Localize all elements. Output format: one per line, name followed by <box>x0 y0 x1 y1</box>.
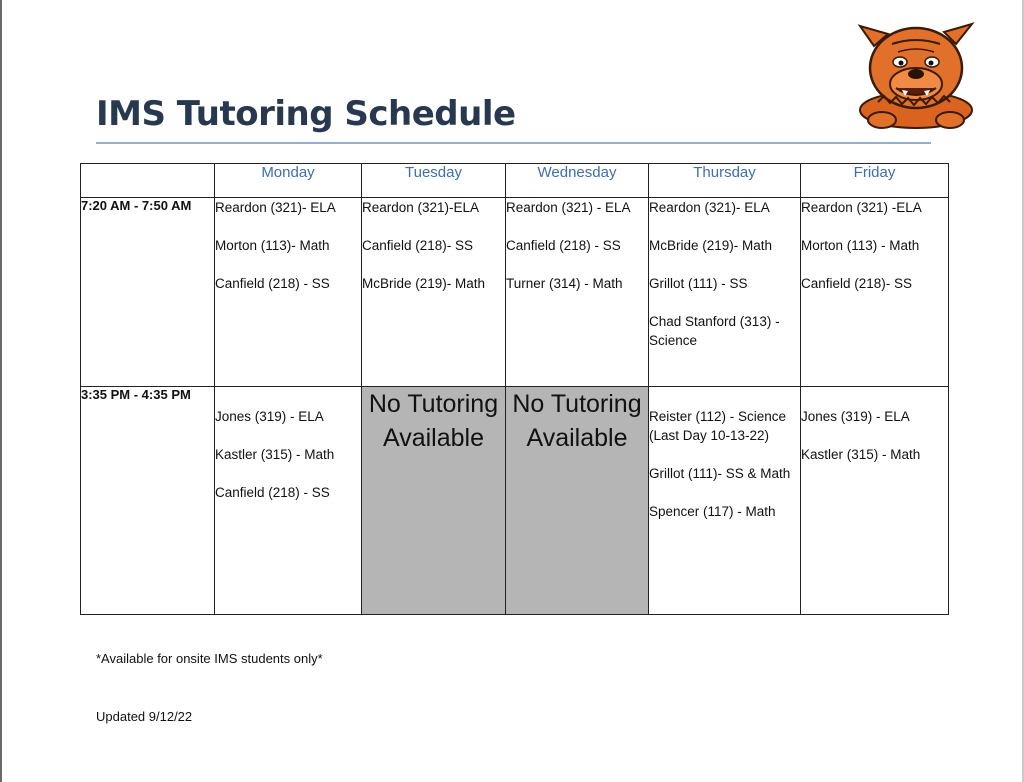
cell-wednesday-afternoon-unavailable: No Tutoring Available <box>506 387 649 615</box>
day-header-wednesday: Wednesday <box>506 164 649 198</box>
title-underline <box>96 142 931 144</box>
tutor-entry: McBride (219)- Math <box>649 238 773 253</box>
tutor-entry: Chad Stanford (313) - Science <box>649 314 780 348</box>
time-slot-afternoon: 3:35 PM - 4:35 PM <box>81 387 215 615</box>
cell-monday-morning <box>215 198 362 387</box>
tutor-entry: McBride (219)- Math <box>362 276 486 291</box>
tutor-entry: Reardon (321)-ELA <box>362 200 480 215</box>
cell-thursday-afternoon <box>649 387 801 615</box>
page-edge-left <box>0 0 2 782</box>
tutor-entry: Canfield (218)- SS <box>362 238 474 253</box>
tutoring-schedule-table <box>80 163 949 615</box>
day-header-thursday: Thursday <box>649 164 801 198</box>
tutor-entry: Morton (113)- Math <box>215 238 330 253</box>
updated-date: Updated 9/12/22 <box>96 709 193 724</box>
bulldog-mascot-logo <box>852 18 980 130</box>
tutor-entry: Canfield (218) - SS <box>506 238 621 253</box>
tutor-entry: Jones (319) - ELA <box>801 409 910 424</box>
tutor-entry: Kastler (315) - Math <box>215 447 335 462</box>
day-header-friday: Friday <box>801 164 949 198</box>
cell-wednesday-morning <box>506 198 649 387</box>
tutor-entry: Jones (319) - ELA <box>215 409 324 424</box>
day-header-monday: Monday <box>215 164 362 198</box>
tutor-entry: Reardon (321)- ELA <box>649 200 770 215</box>
tutor-entry: Kastler (315) - Math <box>801 447 921 462</box>
table-row-afternoon <box>81 387 949 615</box>
tutor-entry: Turner (314) - Math <box>506 276 623 291</box>
availability-footnote: *Available for onsite IMS students only* <box>96 651 323 666</box>
corner-cell <box>81 164 215 198</box>
cell-monday-afternoon <box>215 387 362 615</box>
cell-tuesday-morning <box>362 198 506 387</box>
table-row-morning <box>81 198 949 387</box>
time-slot-morning: 7:20 AM - 7:50 AM <box>81 198 215 387</box>
tutor-entry: Reardon (321) - ELA <box>506 200 631 215</box>
cell-thursday-morning <box>649 198 801 387</box>
cell-friday-morning <box>801 198 949 387</box>
tutor-entry: Spencer (117) - Math <box>649 504 776 519</box>
tutor-entry: Grillot (111)- SS & Math <box>649 466 791 481</box>
tutor-entry: Grillot (111) - SS <box>649 276 748 291</box>
tutor-entry: Reardon (321)- ELA <box>215 200 336 215</box>
page-title: IMS Tutoring Schedule <box>96 94 516 134</box>
tutor-entry: Reardon (321) -ELA <box>801 200 922 215</box>
cell-tuesday-afternoon-unavailable: No Tutoring Available <box>362 387 506 615</box>
tutor-entry: Canfield (218) - SS <box>215 485 330 500</box>
tutor-entry: Reister (112) - Science (Last Day 10-13-22) <box>649 409 787 443</box>
tutor-entry: Canfield (218) - SS <box>215 276 330 291</box>
cell-friday-afternoon <box>801 387 949 615</box>
tutor-entry: Morton (113) - Math <box>801 238 920 253</box>
day-header-tuesday: Tuesday <box>362 164 506 198</box>
tutor-entry: Canfield (218)- SS <box>801 276 913 291</box>
header-row <box>81 164 949 198</box>
